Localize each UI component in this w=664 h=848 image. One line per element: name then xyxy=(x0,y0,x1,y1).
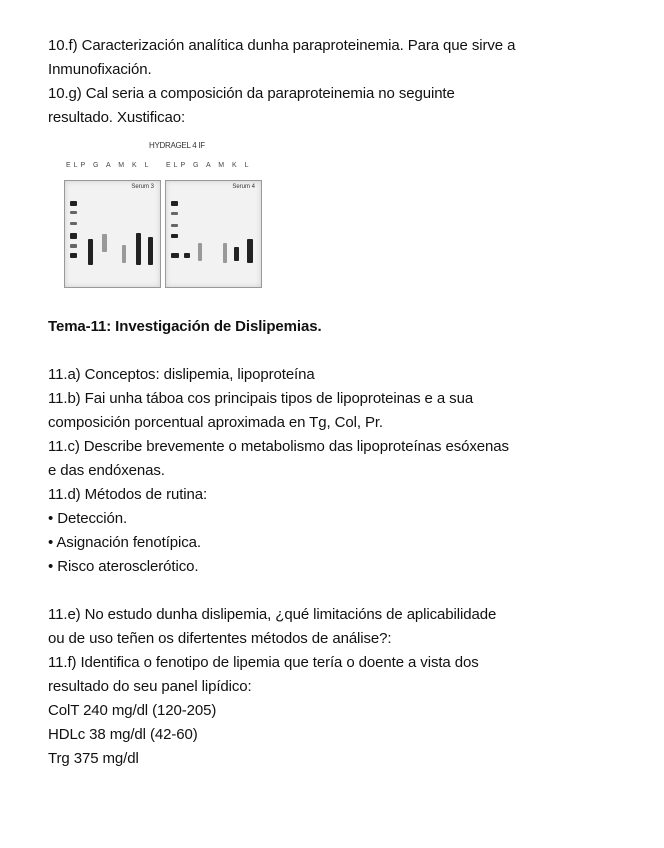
question-11d: 11.d) Métodos de rutina: xyxy=(48,486,208,503)
document-page xyxy=(48,34,628,771)
bullet-item: • Risco aterosclerótico. xyxy=(48,558,199,575)
gel-band xyxy=(70,253,77,258)
question-11e-line1: 11.e) No estudo dunha dislipemia, ¿qué limitacións de aplicabilidade xyxy=(48,606,497,623)
gel-panel-serum-4 xyxy=(165,180,262,288)
gel-band xyxy=(198,243,202,261)
serum-4-label: Serum 4 xyxy=(232,184,255,190)
question-11f-line2: resultado do seu panel lipídico: xyxy=(48,678,252,695)
gel-band xyxy=(223,243,227,263)
gel-band xyxy=(184,253,190,258)
question-11a: 11.a) Conceptos: dislipemia, lipoproteína xyxy=(48,366,315,383)
question-11e-line2: ou de uso teñen os difertentes métodos de análise?: xyxy=(48,630,392,647)
question-10f-line1: 10.f) Caracterización analítica dunha paraproteinemia. Para que sirve a xyxy=(48,37,516,54)
question-11b-line2: composición porcentual aproximada en Tg, Col, Pr. xyxy=(48,414,384,431)
lane-labels-2: ELP G A M K L xyxy=(166,162,252,169)
gel-band xyxy=(70,201,77,206)
gel-band xyxy=(70,222,77,225)
lipid-result: Trg 375 mg/dl xyxy=(48,750,139,767)
immunofixation-figure xyxy=(62,140,282,308)
gel-band xyxy=(171,234,178,238)
gel-band xyxy=(171,224,178,227)
gel-band xyxy=(102,234,107,252)
gel-band xyxy=(171,201,178,206)
section-11-heading: Tema-11: Investigación de Dislipemias. xyxy=(48,318,322,335)
question-11c-line2: e das endóxenas. xyxy=(48,462,165,479)
gel-band xyxy=(234,247,239,261)
gel-band xyxy=(70,211,77,214)
lane-labels-1: ELP G A M K L xyxy=(66,162,152,169)
gel-band xyxy=(70,244,77,248)
question-10f-line2: Inmunofixación. xyxy=(48,61,152,78)
gel-band xyxy=(171,212,178,215)
question-10g-line2: resultado. Xustificao: xyxy=(48,109,186,126)
question-10g-line1: 10.g) Cal seria a composición da paraproteinemia no seguinte xyxy=(48,85,455,102)
lipid-result: ColT 240 mg/dl (120-205) xyxy=(48,702,217,719)
gel-band xyxy=(136,233,141,265)
lipid-result: HDLc 38 mg/dl (42-60) xyxy=(48,726,198,743)
gel-band xyxy=(171,253,179,258)
bullet-item: • Asignación fenotípica. xyxy=(48,534,201,551)
gel-band xyxy=(122,245,126,263)
gel-band xyxy=(70,233,77,239)
gel-panel-serum-3 xyxy=(64,180,161,288)
serum-3-label: Serum 3 xyxy=(131,184,154,190)
question-11f-line1: 11.f) Identifica o fenotipo de lipemia que tería o doente a vista dos xyxy=(48,654,479,671)
bullet-item: • Detección. xyxy=(48,510,128,527)
question-11c-line1: 11.c) Describe brevemente o metabolismo das lipoproteínas esóxenas xyxy=(48,438,509,455)
gel-band xyxy=(88,239,93,265)
figure-title: HYDRAGEL 4 IF xyxy=(149,141,205,150)
question-11b-line1: 11.b) Fai unha táboa cos principais tipos de lipoproteinas e a sua xyxy=(48,390,474,407)
gel-band xyxy=(148,237,153,265)
gel-band xyxy=(247,239,253,263)
